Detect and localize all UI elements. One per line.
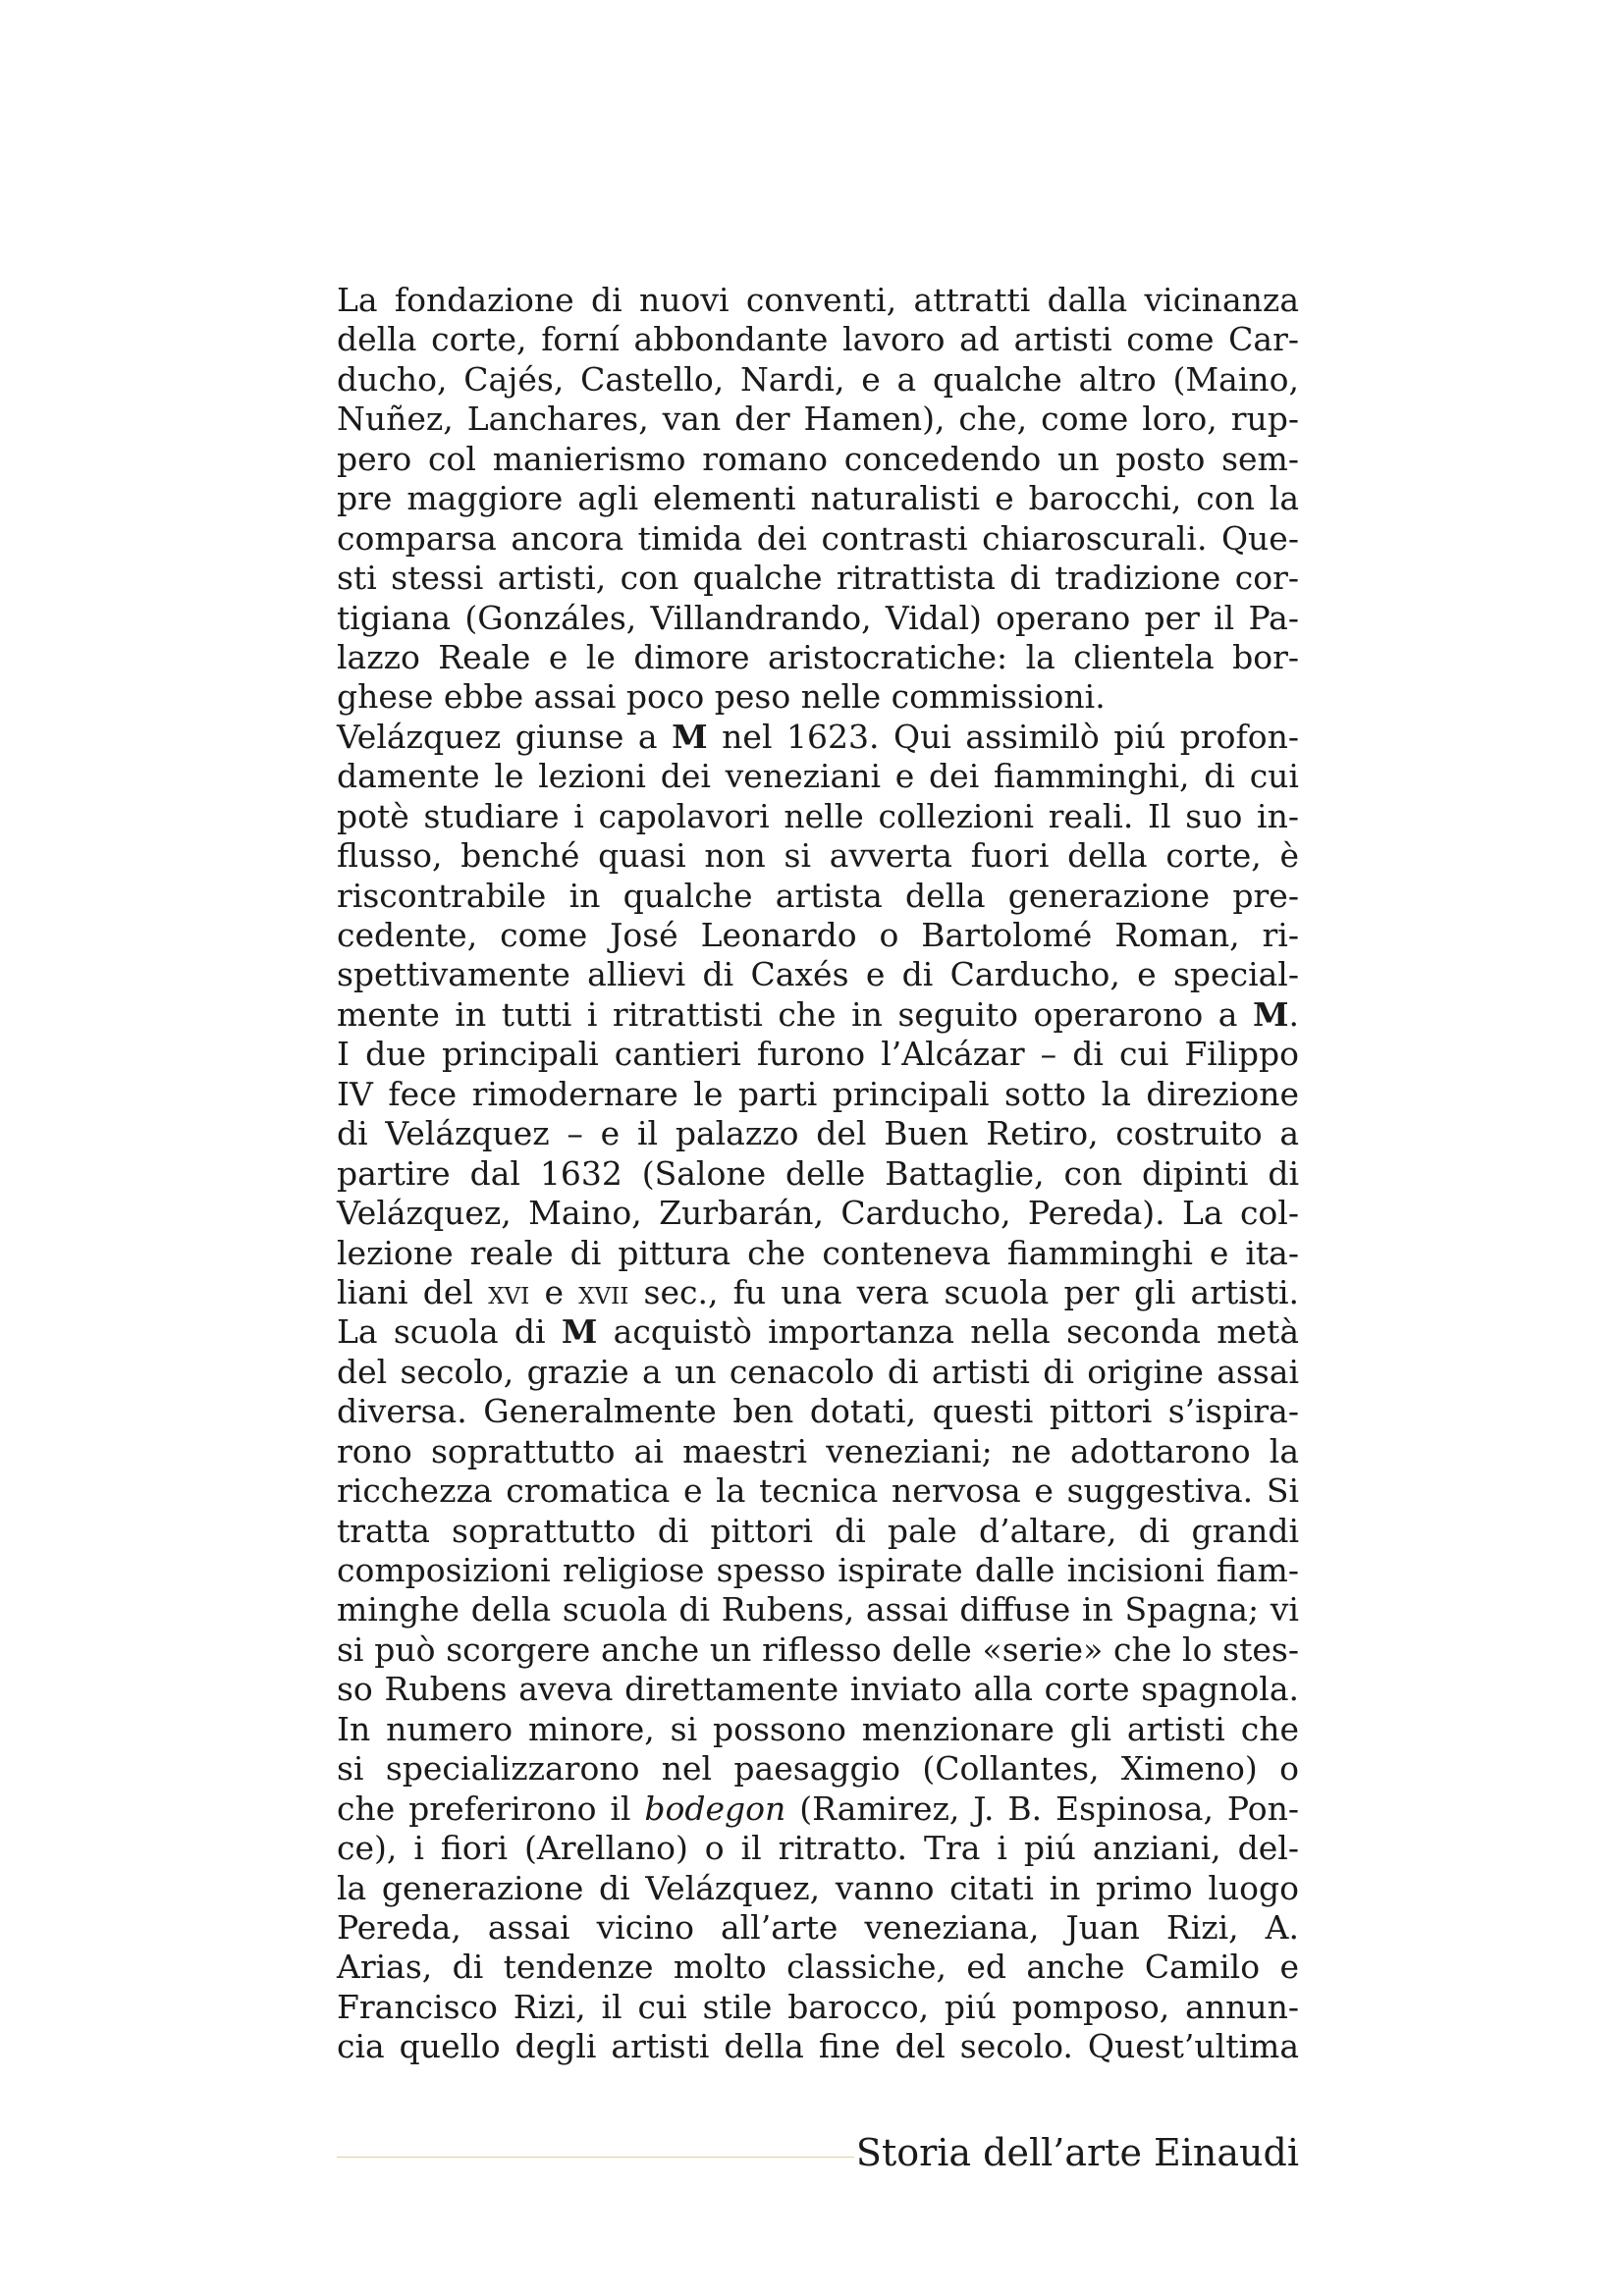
text-line: Nuñez, Lanchares, van der Hamen), che, come loro, rup- <box>337 400 1299 439</box>
text-line: so Rubens aveva direttamente inviato alla corte spagnola. <box>337 1670 1299 1709</box>
text-line: ducho, Cajés, Castello, Nardi, e a qualche altro (Maino, <box>337 359 1299 399</box>
text-line: Velázquez, Maino, Zurbarán, Carducho, Pereda). La col- <box>337 1194 1299 1233</box>
text-run: sec., fu una vera scuola per gli artisti. <box>628 1272 1300 1311</box>
text-line: minghe della scuola di Rubens, assai diffuse in Spagna; vi <box>337 1590 1299 1629</box>
city-abbrev: M <box>1252 994 1289 1034</box>
text-line: tratta soprattutto di pittori di pale d’altare, di grandi <box>337 1511 1299 1550</box>
text-run: che preferirono il <box>337 1789 645 1828</box>
text-line: lezione reale di pittura che conteneva fiamminghi e ita- <box>337 1233 1299 1272</box>
text-line <box>337 718 1299 757</box>
text-line: flusso, benché quasi non si avverta fuori della corte, è <box>337 836 1299 876</box>
text-line: spettivamente allievi di Caxés e di Carducho, e special- <box>337 955 1299 994</box>
text-line <box>337 1789 1299 1829</box>
text-line: composizioni religiose spesso ispirate dalle incisioni fiam- <box>337 1551 1299 1589</box>
century-numeral: xvi <box>488 1272 530 1311</box>
text-line: Francisco Rizi, il cui stile barocco, piú pomposo, annun- <box>337 1987 1299 2026</box>
text-line: della corte, forní abbondante lavoro ad artisti come Car- <box>337 320 1299 359</box>
text-line: riscontrabile in qualche artista della generazione pre- <box>337 876 1299 915</box>
text-line: si può scorgere anche un riflesso delle «serie» che lo stes- <box>337 1629 1299 1669</box>
city-abbrev: M <box>561 1312 598 1352</box>
text-run: e <box>529 1272 579 1311</box>
text-run: acquistò importanza nella seconda metà <box>597 1312 1299 1352</box>
century-numeral: xvii <box>578 1272 629 1311</box>
text-line: ghese ebbe assai poco peso nelle commissioni. <box>337 677 1106 717</box>
text-line: ce), i fiori (Arellano) o il ritratto. Tra i piú anziani, del- <box>337 1829 1299 1868</box>
text-line: partire dal 1632 (Salone delle Battaglie, con dipinti di <box>337 1153 1299 1193</box>
text-line: si specializzarono nel paesaggio (Collantes, Ximeno) o <box>337 1749 1299 1789</box>
text-line: rono soprattutto ai maestri veneziani; ne adottarono la <box>337 1431 1299 1470</box>
text-line: Arias, di tendenze molto classiche, ed anche Camilo e <box>337 1948 1299 1987</box>
footer-title: Storia dell’arte Einaudi <box>855 2131 1299 2174</box>
body-text <box>337 281 1299 2067</box>
text-line: comparsa ancora timida dei contrasti chiaroscurali. Que- <box>337 518 1299 558</box>
text-run: liani del <box>337 1272 489 1311</box>
text-run: . <box>1288 994 1299 1034</box>
text-line: I due principali cantieri furono l’Alcázar – di cui Filippo <box>337 1035 1299 1074</box>
text-line: la generazione di Velázquez, vanno citati in primo luogo <box>337 1868 1299 1907</box>
text-line: pre maggiore agli elementi naturalisti e barocchi, con la <box>337 479 1299 518</box>
text-line: pero col manierismo romano concedendo un posto sem- <box>337 439 1299 478</box>
text-line: ricchezza cromatica e la tecnica nervosa e suggestiva. Si <box>337 1471 1299 1511</box>
text-line: diversa. Generalmente ben dotati, questi pittori s’ispira- <box>337 1392 1299 1431</box>
text-line <box>337 995 1299 1035</box>
footer-divider <box>337 2157 854 2158</box>
text-line: La fondazione di nuovi conventi, attratti dalla vicinanza <box>337 281 1299 319</box>
text-line: cedente, come José Leonardo o Bartolomé Roman, ri- <box>337 916 1299 954</box>
text-run: mente in tutti i ritrattisti che in seguito operarono a <box>337 994 1253 1034</box>
text-line: damente le lezioni dei veneziani e dei fiamminghi, di cui <box>337 757 1299 796</box>
text-run: (Ramirez, J. B. Espinosa, Pon- <box>785 1789 1300 1828</box>
text-line: sti stessi artisti, con qualche ritrattista di tradizione cor- <box>337 559 1299 598</box>
text-line <box>337 1312 1299 1352</box>
text-line: potè studiare i capolavori nelle collezioni reali. Il suo in- <box>337 796 1299 835</box>
text-line: IV fece rimodernare le parti principali sotto la direzione <box>337 1074 1299 1113</box>
city-abbrev: M <box>672 717 708 756</box>
text-run: La scuola di <box>337 1312 562 1352</box>
text-line <box>337 1273 1299 1312</box>
text-line: cia quello degli artisti della fine del secolo. Quest’ultima <box>337 2027 1299 2066</box>
text-line: Pereda, assai vicino all’arte veneziana, Juan Rizi, A. <box>337 1907 1299 1947</box>
text-line: di Velázquez – e il palazzo del Buen Retiro, costruito a <box>337 1114 1299 1153</box>
text-run: Velázquez giunse a <box>337 717 673 756</box>
text-line: lazzo Reale e le dimore aristocratiche: la clientela bor- <box>337 637 1299 676</box>
text-line: In numero minore, si possono menzionare gli artisti che <box>337 1709 1299 1748</box>
italic-term: bodegon <box>644 1789 786 1828</box>
text-line: del secolo, grazie a un cenacolo di artisti di origine assai <box>337 1352 1299 1391</box>
text-run: nel 1623. Qui assimilò piú profon- <box>707 717 1299 756</box>
text-line: tigiana (Gonzáles, Villandrando, Vidal) operano per il Pa- <box>337 598 1299 637</box>
